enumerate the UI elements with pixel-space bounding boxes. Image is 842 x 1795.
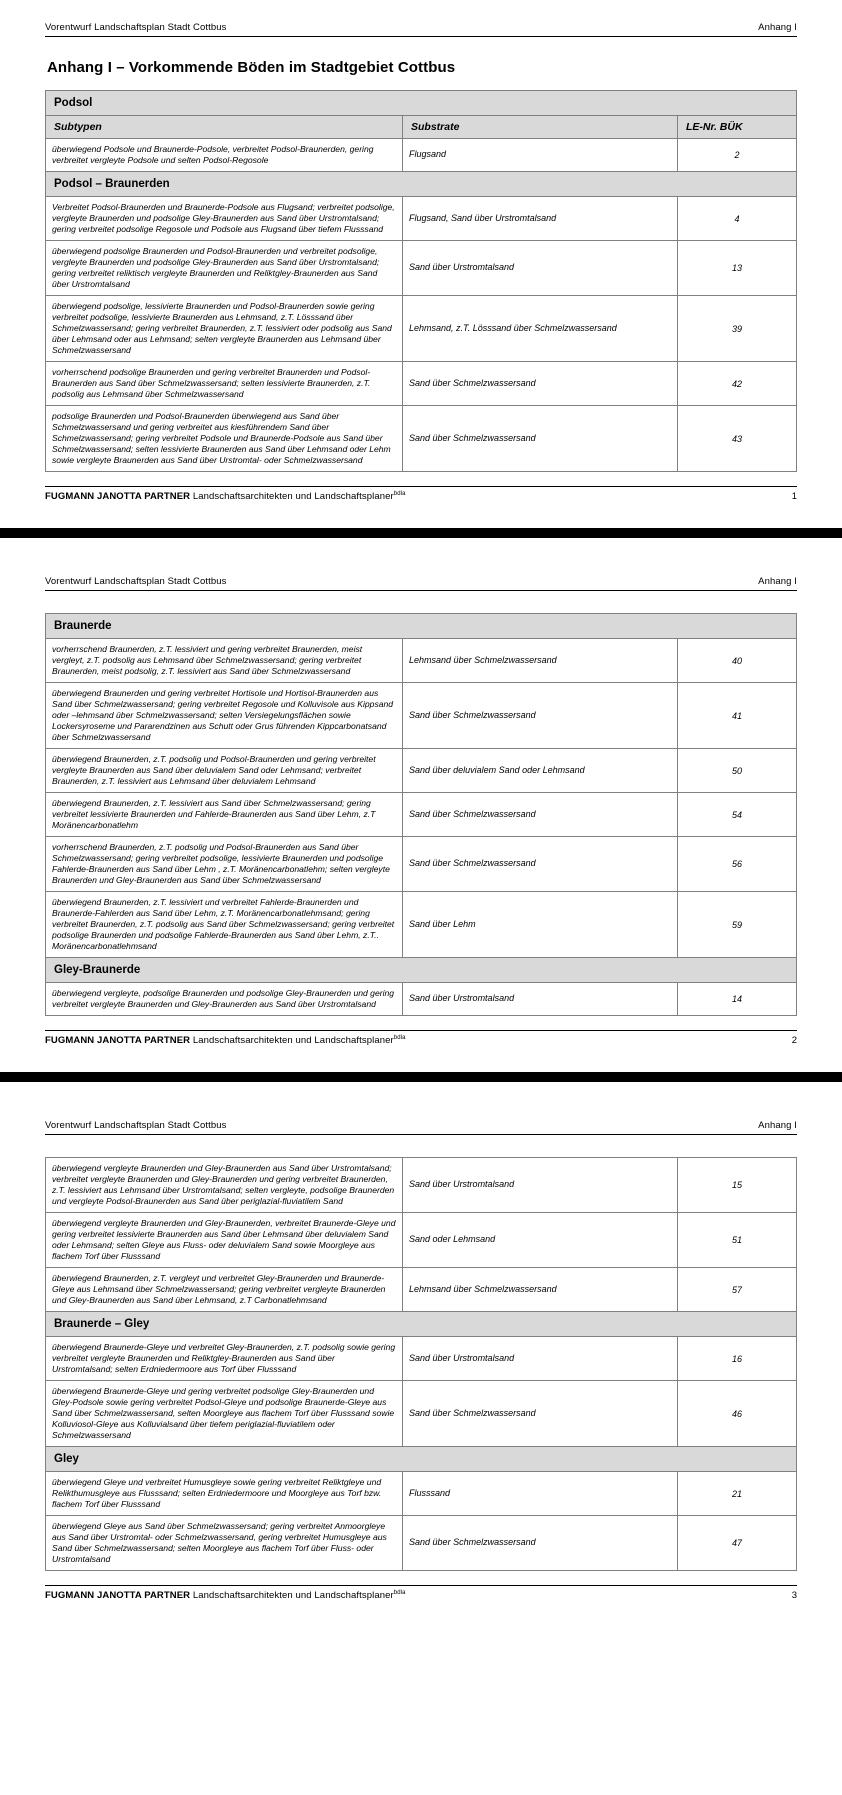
- cell-lenr: 43: [677, 406, 796, 472]
- page-1: [0, 0, 842, 512]
- cell-substrat: Sand über Urstromtalsand: [403, 983, 678, 1016]
- table-row: [46, 683, 797, 749]
- cell-substrat: Sand über Schmelzwassersand: [403, 837, 678, 892]
- table-row: [46, 1472, 797, 1516]
- footer-page-number: 2: [791, 1035, 797, 1047]
- cell-lenr: 13: [677, 241, 796, 296]
- cell-substrat: Sand über Schmelzwassersand: [403, 683, 678, 749]
- cell-subtyp: überwiegend Podsole und Braunerde-Podsole, verbreitet Podsol-Braunerden, gering verbreitet vergleyte Podsole und selten Podsol-Regosole: [46, 139, 403, 172]
- header-left-text: Vorentwurf Landschaftsplan Stadt Cottbus: [45, 22, 227, 33]
- section-label: Podsol: [46, 91, 797, 116]
- table-row: [46, 362, 797, 406]
- footer-firm: [45, 1590, 406, 1601]
- cell-subtyp: überwiegend Braunerden, z.T. lessiviert aus Sand über Schmelzwassersand; gering verbreitet lessivierte Braunerden und Fahlerde-Braunerden aus Sand über Lehm, z.T Moränencarbonatlehm: [46, 793, 403, 837]
- cell-lenr: 16: [677, 1337, 796, 1381]
- cell-lenr: 51: [677, 1213, 796, 1268]
- cell-lenr: 57: [677, 1268, 796, 1312]
- cell-lenr: 47: [677, 1516, 796, 1571]
- footer-firm-bold: FUGMANN JANOTTA PARTNER: [45, 491, 191, 503]
- page-header: [45, 22, 797, 37]
- cell-subtyp: überwiegend vergleyte, podsolige Braunerden und podsolige Gley-Braunerden und gering verbreitet vergleyte Braunerden und Gley-Braunerden aus Sand über Urstromtalsand: [46, 983, 403, 1016]
- table-row: [46, 406, 797, 472]
- footer-firm-normal: Landschaftsarchitekten und Landschaftsplaner: [190, 1035, 394, 1047]
- page-3: [0, 1098, 842, 1611]
- section-header-braunerde: [46, 614, 797, 639]
- cell-subtyp: überwiegend podsolige Braunerden und Podsol-Braunerden und verbreitet podsolige, vergleyte Braunerden und podsolige Gley-Braunerden aus Sand über Urstromtalsand; gering verbreitet reliktisch vergleyte Braunerden und Reliktgley-Braunerden aus Sand über Urstromtalsand: [46, 241, 403, 296]
- cell-subtyp: überwiegend Braunerde-Gleye und gering verbreitet podsolige Gley-Braunerden und Gley-Podsole sowie gering verbreitet Podsol-Gleye und podsolige Braunerde-Gleye aus Sand über Schmelzwassersand, selten Moorgleye aus flachem Torf über Flusssand sowie Kolluviosol-Gleye aus Kolluvialsand über tiefem periglazial-fluviatilem oder Schmelzwassersand: [46, 1381, 403, 1447]
- page-header: [45, 576, 797, 591]
- table-row: [46, 639, 797, 683]
- cell-substrat: Sand über Schmelzwassersand: [403, 793, 678, 837]
- table-row: [46, 241, 797, 296]
- footer-page-number: 1: [791, 491, 797, 503]
- table-row: [46, 837, 797, 892]
- cell-lenr: 4: [677, 197, 796, 241]
- page-separator: [0, 1072, 842, 1082]
- page-footer: [45, 1585, 797, 1601]
- table-row: [46, 983, 797, 1016]
- page-separator: [0, 528, 842, 538]
- cell-substrat: Flugsand: [403, 139, 678, 172]
- cell-substrat: Sand über Schmelzwassersand: [403, 1516, 678, 1571]
- page-2: [0, 554, 842, 1056]
- cell-substrat: Sand oder Lehmsand: [403, 1213, 678, 1268]
- cell-lenr: 2: [677, 139, 796, 172]
- table-row: [46, 1213, 797, 1268]
- section-header-podsol: [46, 91, 797, 116]
- cell-subtyp: überwiegend Gleye aus Sand über Schmelzwassersand; gering verbreitet Anmoorgleye aus Sand über Urstromtal- oder Schmelzwassersand, gering verbreitet Humusgleye aus Sand über Schmelzwassersand; selten Moorgleye aus flachem Torf über Fluss- oder Urstromtalsand: [46, 1516, 403, 1571]
- cell-lenr: 42: [677, 362, 796, 406]
- footer-page-number: 3: [791, 1590, 797, 1602]
- table-row: [46, 892, 797, 958]
- table-row: [46, 197, 797, 241]
- footer-firm: [45, 491, 406, 502]
- cell-substrat: Sand über Urstromtalsand: [403, 241, 678, 296]
- section-label: Gley: [46, 1447, 797, 1472]
- table-row: [46, 749, 797, 793]
- footer-firm-sup: bdla: [393, 1035, 406, 1042]
- cell-lenr: 40: [677, 639, 796, 683]
- cell-subtyp: überwiegend Braunerden, z.T. podsolig und Podsol-Braunerden und gering verbreitet vergleyte Braunerden aus Sand über deluvialem Sand oder Lehmsand; verbreitet Braunerden, z.T. lessiviert aus Lehmsand über deluvialem Lehmsand: [46, 749, 403, 793]
- section-header-gley-braunerde: [46, 958, 797, 983]
- cell-substrat: Sand über Urstromtalsand: [403, 1337, 678, 1381]
- cell-subtyp: vorherrschend podsolige Braunerden und gering verbreitet Braunerden und Podsol-Braunerden aus Sand über Schmelzwassersand; selten lessivierte Braunerden, z.T. podsolig aus Lehmsand über Schmelzwassersand: [46, 362, 403, 406]
- footer-firm-normal: Landschaftsarchitekten und Landschaftsplaner: [190, 491, 394, 503]
- table-row: [46, 139, 797, 172]
- header-right-text: Anhang I: [758, 22, 797, 33]
- page-header: [45, 1120, 797, 1135]
- section-header-braunerde-gley: [46, 1312, 797, 1337]
- cell-subtyp: überwiegend Braunerden und gering verbreitet Hortisole und Hortisol-Braunerden aus Sand über Schmelzwassersand; gering verbreitet Regosole und Kolluvisole aus Kippsand oder –lehmsand über Schmelzwassersand; selten Versiegelungsflächen sowie Lockersyroseme und Pararendzinen aus Schutt oder Grus führenden Kippcarbonatsand über Schmelzwassersand: [46, 683, 403, 749]
- cell-subtyp: überwiegend Gleye und verbreitet Humusgleye sowie gering verbreitet Reliktgleye und Relikthumusgleye aus Flusssand; selten Erdniedermoore und Moorgleye aus Torf bzw. flachem Torf über Flusssand: [46, 1472, 403, 1516]
- table-row: [46, 296, 797, 362]
- table-row: [46, 1268, 797, 1312]
- column-header-row: [46, 116, 797, 139]
- section-label: Braunerde: [46, 614, 797, 639]
- soil-table-page-1: [45, 90, 797, 472]
- cell-subtyp: podsolige Braunerden und Podsol-Braunerden überwiegend aus Sand über Schmelzwassersand und gering verbreitet aus kiesführendem Sand über Schmelzwassersand; gering verbreitet Podsole und Braunerde-Podsole aus Sand über Schmelzwassersand; selten lessivierte Braunerden aus Sand über Lehmsand oder Lehm sowie vergleyte Braunerden aus Sand über Urstromtal- oder Schmelzwassersand: [46, 406, 403, 472]
- footer-firm-bold: FUGMANN JANOTTA PARTNER: [45, 1590, 191, 1602]
- section-label: Braunerde – Gley: [46, 1312, 797, 1337]
- table-row: [46, 1381, 797, 1447]
- section-label: Gley-Braunerde: [46, 958, 797, 983]
- cell-lenr: 21: [677, 1472, 796, 1516]
- section-label: Podsol – Braunerden: [46, 172, 797, 197]
- cell-lenr: 46: [677, 1381, 796, 1447]
- page-title: Anhang I – Vorkommende Böden im Stadtgebiet Cottbus: [47, 59, 456, 76]
- cell-substrat: Sand über Schmelzwassersand: [403, 362, 678, 406]
- cell-substrat: Lehmsand über Schmelzwassersand: [403, 1268, 678, 1312]
- header-left-text: Vorentwurf Landschaftsplan Stadt Cottbus: [45, 576, 227, 588]
- cell-subtyp: überwiegend Braunerde-Gleye und verbreitet Gley-Braunerden, z.T. podsolig sowie gering verbreitet vergleyte Braunerden und Reliktgley-Braunerden aus Sand über Urstromtalsand; selten Erdniedermoore aus Torf über Flusssand: [46, 1337, 403, 1381]
- table-row: [46, 793, 797, 837]
- soil-table-page-3: [45, 1157, 797, 1571]
- cell-subtyp: überwiegend podsolige, lessivierte Braunerden und Podsol-Braunerden sowie gering verbreitet podsolige, lessivierte Braunerden aus Lehmsand, z.T. Lösssand über Schmelzwassersand; gering verbreitet Braunerden, z.T. lessiviert oder podsolig aus Sand über Lehmsand oder aus Lehmsand; selten vergleyte Braunerden aus Lehmsand über Schmelzwassersand: [46, 296, 403, 362]
- footer-firm-sup: bdla: [393, 491, 406, 497]
- cell-subtyp: überwiegend vergleyte Braunerden und Gley-Braunerden aus Sand über Urstromtalsand; verbreitet vergleyte Braunerden und Gley-Braunerden und gering verbreitet Braunerden, z.T. lessiviert aus Lehmsand über Urstromtalsand; selten vergleyte, podsolige Braunerden und vergleyte Podsol-Braunerden aus Sand über periglazial-fluviatilem Sand: [46, 1158, 403, 1213]
- cell-lenr: 14: [677, 983, 796, 1016]
- cell-subtyp: überwiegend Braunerden, z.T. vergleyt und verbreitet Gley-Braunerden und Braunerde-Gleye aus Lehmsand über Schmelzwassersand; gering verbreitet vergleyte Braunerden und Gley-Braunerden aus Sand über Lehmsand, z.T Carbonatlehmsand: [46, 1268, 403, 1312]
- footer-firm: [45, 1035, 406, 1046]
- cell-substrat: Lehmsand, z.T. Lösssand über Schmelzwassersand: [403, 296, 678, 362]
- header-right-text: Anhang I: [758, 576, 797, 588]
- cell-subtyp: vorherrschend Braunerden, z.T. lessiviert und gering verbreitet Braunerden, meist vergleyt, z.T. podsolig aus Lehmsand über Schmelzwassersand; gering verbreitet Braunerden, meist podsolig, z.T. lessiviert aus Sand über Schmelzwassersand: [46, 639, 403, 683]
- cell-lenr: 56: [677, 837, 796, 892]
- cell-lenr: 39: [677, 296, 796, 362]
- footer-firm-normal: Landschaftsarchitekten und Landschaftsplaner: [190, 1590, 394, 1602]
- cell-subtyp: überwiegend Braunerden, z.T. lessiviert und verbreitet Fahlerde-Braunerden und Braunerde-Fahlerden aus Sand über Lehm, z.T. Moränencarbonatlehmsand; gering verbreitet Braunerden, z.T. podsolig aus Sand über Schmelzwassersand; gering verbreitet podsolige Braunerden und podsolige Fahlerde-Braunerden aus Sand über Lehm, z.T.. Moränencarbonatlehmsand: [46, 892, 403, 958]
- column-header-lenr: LE-Nr. BÜK: [677, 116, 796, 139]
- cell-subtyp: Verbreitet Podsol-Braunerden und Braunerde-Podsole aus Flugsand; verbreitet podsolige, vergleyte Braunerden und podsolige Gley-Braunerden aus Sand über Urstromtalsand; gering verbreitet podsolige Regosole und Podsole aus Flugsand über tiefem Flusssand: [46, 197, 403, 241]
- cell-substrat: Flusssand: [403, 1472, 678, 1516]
- table-row: [46, 1337, 797, 1381]
- soil-table-page-2: [45, 613, 797, 1016]
- cell-lenr: 15: [677, 1158, 796, 1213]
- cell-lenr: 41: [677, 683, 796, 749]
- footer-firm-bold: FUGMANN JANOTTA PARTNER: [45, 1035, 191, 1047]
- table-row: [46, 1158, 797, 1213]
- section-header-podsol-braunerden: [46, 172, 797, 197]
- table-row: [46, 1516, 797, 1571]
- cell-substrat: Lehmsand über Schmelzwassersand: [403, 639, 678, 683]
- cell-substrat: Sand über Lehm: [403, 892, 678, 958]
- cell-subtyp: vorherrschend Braunerden, z.T. podsolig und Podsol-Braunerden aus Sand über Schmelzwassersand; gering verbreitet podsolige, lessivierte Braunerden und podsolige Fahlerde-Braunerden aus Sand über Lehm , z.T. Moränencarbonatlehm; selten vergleyte Braunerden und Gley-Braunerden aus Sand über Schmelzwassersand: [46, 837, 403, 892]
- footer-firm-sup: bdla: [393, 1590, 406, 1597]
- cell-substrat: Sand über Schmelzwassersand: [403, 406, 678, 472]
- section-header-gley: [46, 1447, 797, 1472]
- page-footer: [45, 1030, 797, 1046]
- header-left-text: Vorentwurf Landschaftsplan Stadt Cottbus: [45, 1120, 227, 1132]
- header-right-text: Anhang I: [758, 1120, 797, 1132]
- cell-subtyp: überwiegend vergleyte Braunerden und Gley-Braunerden, verbreitet Braunerde-Gleye und gering verbreitet lessivierte Braunerden aus Sand über Lehmsand über deluvialem Sand oder Lehmsand; selten Gleye aus Fluss- oder deluvialem Sand sowie Moorgleye aus flachem Torf über Flusssand: [46, 1213, 403, 1268]
- cell-lenr: 50: [677, 749, 796, 793]
- cell-lenr: 54: [677, 793, 796, 837]
- column-header-subtypen: Subtypen: [46, 116, 403, 139]
- page-footer: [45, 486, 797, 502]
- cell-substrat: Flugsand, Sand über Urstromtalsand: [403, 197, 678, 241]
- column-header-substrate: Substrate: [403, 116, 678, 139]
- cell-lenr: 59: [677, 892, 796, 958]
- cell-substrat: Sand über deluvialem Sand oder Lehmsand: [403, 749, 678, 793]
- cell-substrat: Sand über Schmelzwassersand: [403, 1381, 678, 1447]
- cell-substrat: Sand über Urstromtalsand: [403, 1158, 678, 1213]
